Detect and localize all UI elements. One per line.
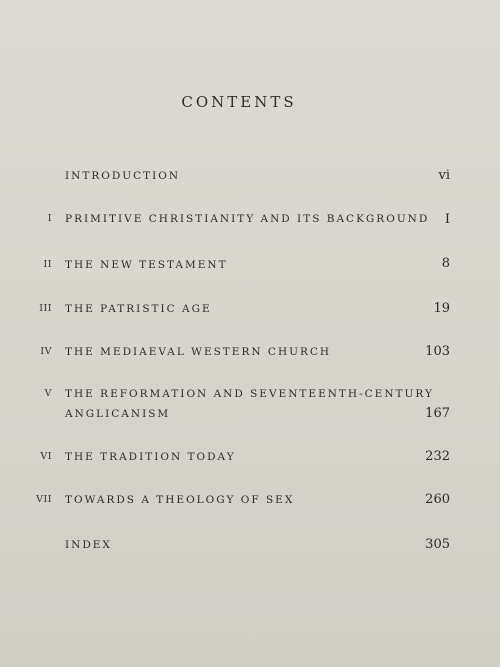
toc-entry-chapter-3 bbox=[0, 303, 500, 323]
page-number: I bbox=[444, 212, 450, 227]
chapter-title: INTRODUCTION bbox=[65, 170, 181, 182]
toc-entry-chapter-1 bbox=[0, 213, 500, 233]
chapter-title: PRIMITIVE CHRISTIANITY AND ITS BACKGROUND bbox=[65, 213, 430, 225]
chapter-title: THE MEDIAEVAL WESTERN CHURCH bbox=[65, 346, 332, 358]
toc-entry-chapter-2 bbox=[0, 256, 500, 279]
chapter-number: IV bbox=[40, 346, 52, 357]
chapter-number: I bbox=[47, 213, 52, 224]
page-number: 19 bbox=[433, 301, 450, 316]
chapter-number: VI bbox=[40, 451, 52, 462]
toc-entry-chapter-7 bbox=[0, 494, 500, 514]
page-number: vi bbox=[438, 168, 450, 183]
chapter-title: TOWARDS A THEOLOGY OF SEX bbox=[65, 494, 295, 506]
chapter-title: THE REFORMATION AND SEVENTEENTH-CENTURY bbox=[65, 388, 434, 400]
chapter-number: II bbox=[43, 259, 52, 270]
page-number: 103 bbox=[425, 344, 450, 359]
chapter-title: THE TRADITION TODAY bbox=[65, 451, 236, 463]
chapter-title: THE NEW TESTAMENT bbox=[65, 259, 228, 271]
chapter-title-continued: ANGLICANISM bbox=[65, 408, 171, 420]
toc-entry-introduction bbox=[0, 170, 500, 190]
toc-entry-chapter-6 bbox=[0, 451, 500, 471]
page-number: 305 bbox=[425, 537, 450, 552]
page-number: 260 bbox=[425, 492, 450, 507]
toc-entry-chapter-5 bbox=[0, 388, 500, 432]
page-number: 8 bbox=[441, 256, 450, 271]
chapter-number: VII bbox=[36, 494, 52, 505]
toc-entry-chapter-4 bbox=[0, 346, 500, 366]
contents-heading: CONTENTS bbox=[181, 93, 297, 111]
chapter-title: INDEX bbox=[65, 539, 112, 551]
chapter-number: III bbox=[39, 303, 52, 314]
page-number: 167 bbox=[425, 406, 450, 421]
toc-entry-index bbox=[0, 539, 500, 559]
chapter-number: V bbox=[44, 388, 52, 399]
page-number: 232 bbox=[425, 449, 450, 464]
chapter-title: THE PATRISTIC AGE bbox=[65, 303, 212, 315]
